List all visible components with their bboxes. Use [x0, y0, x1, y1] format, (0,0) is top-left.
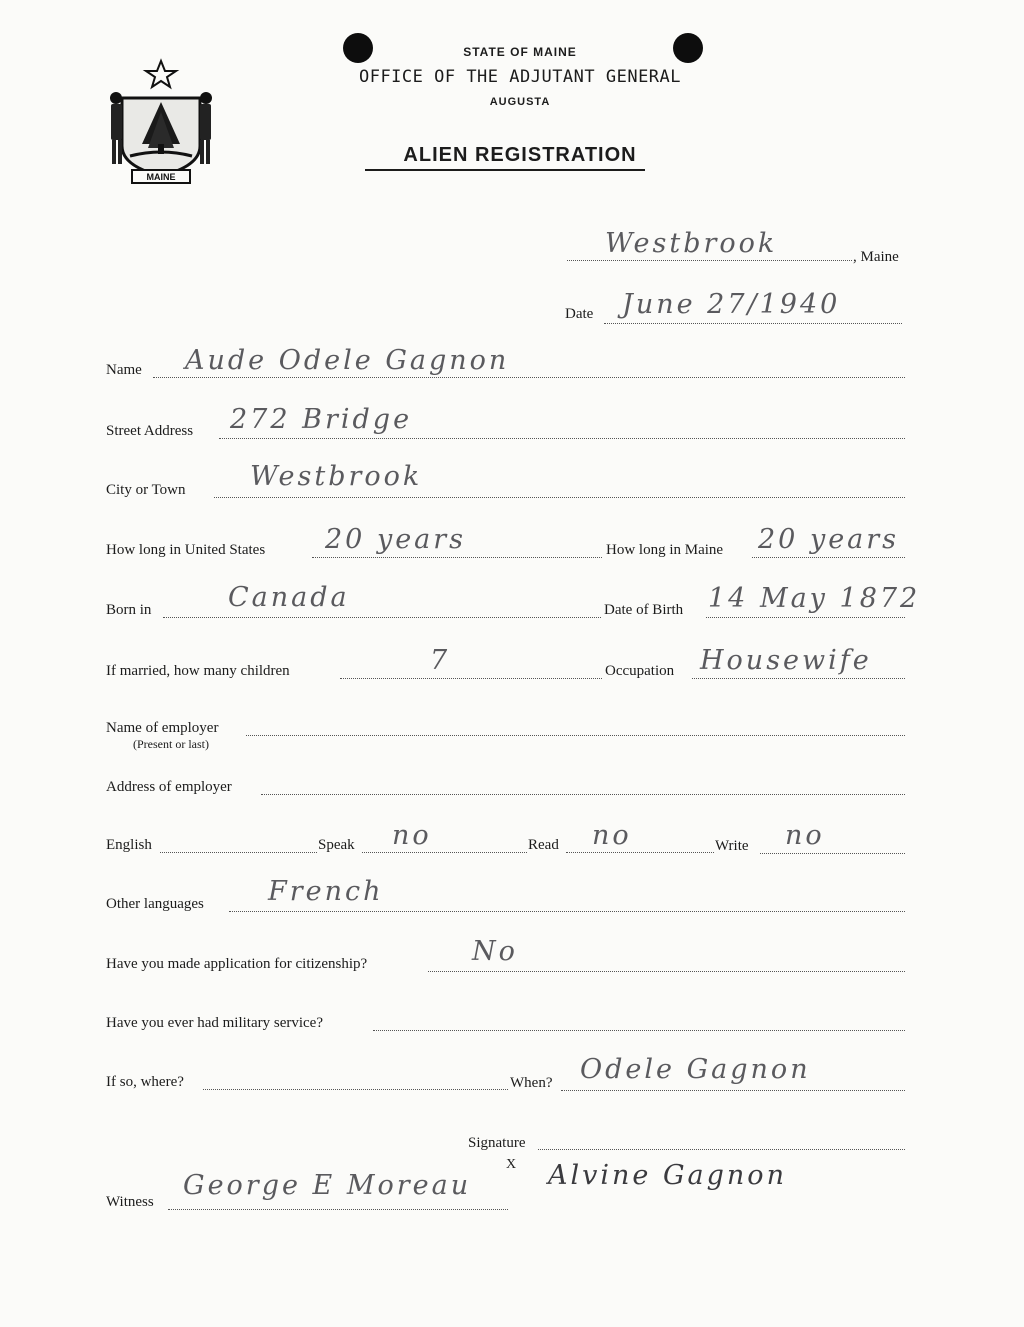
occupation-entry: Housewife	[700, 645, 872, 676]
us-time-entry: 20 years	[325, 524, 467, 555]
speak-line	[362, 852, 527, 853]
employer-line	[246, 735, 905, 736]
citizenship-entry: No	[472, 936, 518, 967]
street-line	[219, 438, 905, 439]
name-entry: Aude Odele Gagnon	[185, 345, 510, 376]
write-label: Write	[715, 838, 749, 854]
title-underline	[365, 169, 645, 171]
city-label: City or Town	[106, 482, 186, 498]
employer-address-label: Address of employer	[106, 779, 232, 795]
where-line	[203, 1089, 508, 1090]
street-entry: 272 Bridge	[230, 404, 413, 435]
signature-label: Signature	[468, 1135, 526, 1151]
when-label: When?	[510, 1075, 553, 1091]
dob-line	[706, 617, 905, 618]
speak-entry: no	[392, 820, 432, 851]
signature-mark: X	[506, 1157, 517, 1172]
write-line	[760, 853, 905, 854]
form-title: ALIEN REGISTRATION	[403, 144, 637, 166]
state-heading: STATE OF MAINE	[463, 45, 577, 59]
born-in-line	[163, 617, 601, 618]
name-line	[153, 377, 905, 378]
dob-entry: 14 May 1872	[708, 583, 921, 614]
english-line	[160, 852, 317, 853]
date-entry: June 27/1940	[622, 289, 841, 320]
employer-address-line	[261, 794, 905, 795]
office-heading: OFFICE OF THE ADJUTANT GENERAL	[358, 67, 682, 87]
city-line	[214, 497, 905, 498]
seal-text: MAINE	[146, 172, 176, 182]
witness-entry: George E Moreau	[183, 1170, 472, 1201]
other-lang-label: Other languages	[106, 896, 204, 912]
occupation-label: Occupation	[605, 663, 675, 679]
citizenship-line	[428, 971, 905, 972]
military-label: Have you ever had military service?	[106, 1015, 323, 1031]
write-entry: no	[785, 820, 825, 851]
born-in-entry: Canada	[228, 582, 350, 613]
employer-note: (Present or last)	[133, 737, 209, 751]
born-in-label: Born in	[106, 602, 152, 618]
citizenship-label: Have you made application for citizenship?	[106, 956, 368, 972]
other-lang-line	[229, 911, 905, 912]
city-heading: AUGUSTA	[489, 96, 551, 108]
read-line	[566, 852, 714, 853]
other-lang-entry: French	[268, 876, 384, 907]
children-label: If married, how many children	[106, 663, 290, 679]
children-entry: 7	[430, 645, 451, 676]
street-label: Street Address	[106, 423, 194, 439]
signature-line	[538, 1149, 905, 1150]
place-line	[567, 260, 852, 261]
witness-label: Witness	[106, 1194, 154, 1210]
date-label: Date	[565, 306, 594, 322]
maine-label: , Maine	[853, 249, 899, 265]
us-time-label: How long in United States	[106, 542, 266, 558]
us-time-line	[312, 557, 602, 558]
employer-label: Name of employer	[106, 720, 219, 736]
maine-time-label: How long in Maine	[606, 542, 724, 558]
read-entry: no	[592, 820, 632, 851]
when-signature-entry: Odele Gagnon	[580, 1054, 811, 1085]
witness-line	[168, 1209, 508, 1210]
maine-time-entry: 20 years	[758, 524, 900, 555]
where-label: If so, where?	[106, 1074, 184, 1090]
maine-time-line	[752, 557, 905, 558]
when-line	[561, 1090, 905, 1091]
military-line	[373, 1030, 905, 1031]
read-label: Read	[528, 837, 559, 853]
city-entry: Westbrook	[250, 461, 423, 492]
children-line	[340, 678, 602, 679]
place-entry: Westbrook	[605, 228, 778, 259]
date-line	[604, 323, 902, 324]
name-label: Name	[106, 362, 142, 378]
occupation-line	[692, 678, 905, 679]
signature-entry: Alvine Gagnon	[548, 1160, 787, 1191]
speak-label: Speak	[318, 837, 355, 853]
english-label: English	[106, 837, 152, 853]
dob-label: Date of Birth	[604, 602, 684, 618]
